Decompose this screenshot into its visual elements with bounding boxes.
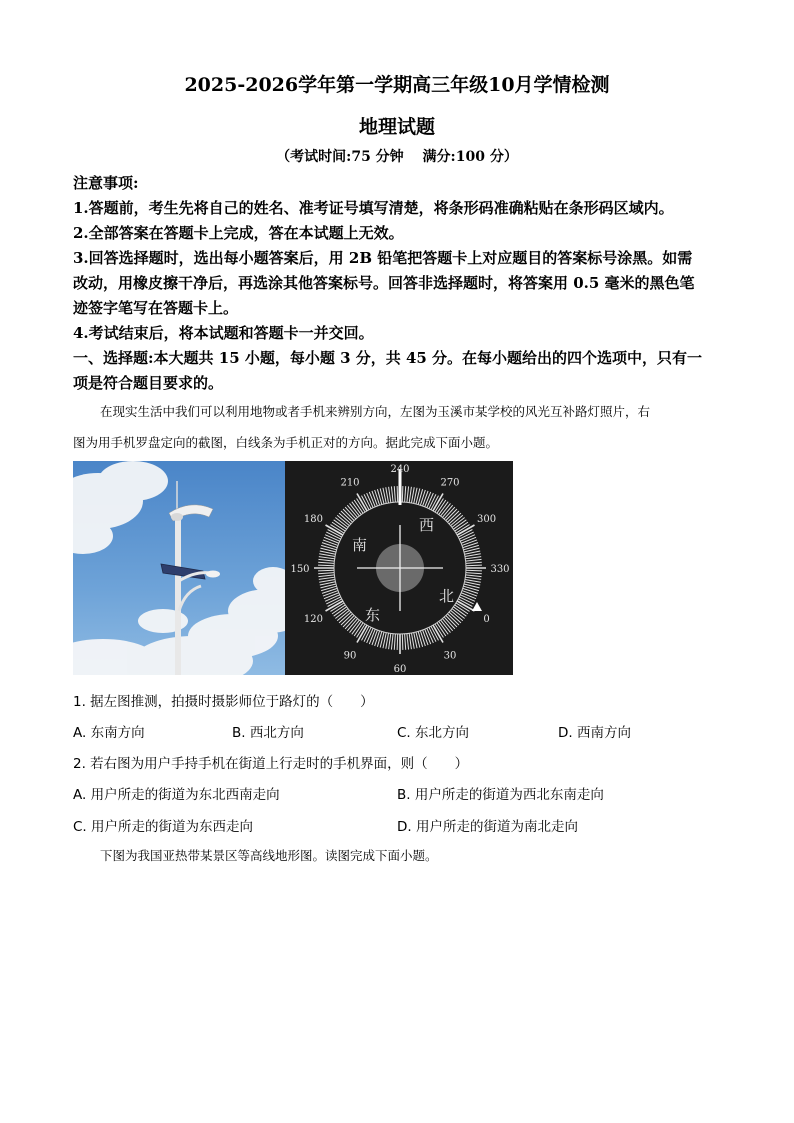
compass-tick — [402, 486, 403, 502]
compass-tick — [318, 575, 334, 577]
compass-tick — [389, 487, 391, 503]
compass-tick — [389, 633, 391, 649]
compass-tick — [372, 491, 377, 506]
compass-tick — [407, 486, 409, 502]
direction-west: 西 — [419, 516, 435, 534]
exam-info: （考试时间:75 分钟 满分:100 分） — [276, 149, 518, 165]
compass-tick — [409, 633, 411, 649]
compass-tick — [423, 491, 428, 506]
question-1-stem: 1. 据左图推测，拍摄时摄影师位于路灯的（ ） — [73, 694, 374, 710]
compass-tick — [394, 634, 395, 650]
degree-label-300: 300 — [477, 514, 497, 525]
phone-compass-screenshot — [285, 461, 513, 675]
compass-tick — [319, 577, 335, 579]
compass-tick — [466, 570, 482, 571]
compass-dial — [285, 461, 513, 675]
compass-tick — [318, 562, 334, 563]
compass-tick — [322, 588, 337, 593]
compass-tick — [466, 562, 482, 563]
question-2-option-d: D. 用户所走的街道为南北走向 — [397, 819, 578, 835]
compass-tick — [466, 565, 482, 566]
passage-1-line-2: 图为用手机罗盘定向的截图，白线条为手机正对的方向。据此完成下面小题。 — [73, 435, 499, 450]
question-1-option-a: A. 东南方向 — [73, 725, 145, 741]
compass-tick — [405, 486, 406, 502]
degree-label-120: 120 — [303, 614, 323, 625]
compass-tick — [323, 540, 338, 545]
compass-tick — [397, 634, 398, 650]
compass-tick — [319, 557, 335, 559]
compass-tick — [318, 570, 334, 571]
compass-tick — [372, 630, 377, 645]
compass-tick — [391, 634, 393, 650]
notice-item-2: 2.全部答案在答题卡上完成，答在本试题上无效。 — [73, 224, 404, 242]
section-1-instructions-line-2: 项是符合题目要求的。 — [73, 374, 224, 392]
compass-tick — [420, 631, 425, 646]
compass-tick — [397, 486, 398, 502]
notice-item-4: 4.考试结束后，将本试题和答题卡一并交回。 — [73, 324, 374, 342]
compass-tick — [402, 634, 403, 650]
compass-tick — [465, 557, 481, 559]
question-1-option-b: B. 西北方向 — [232, 725, 304, 741]
section-1-instructions-line-1: 一、选择题:本大题共 15 小题，每小题 3 分，共 45 分。在每小题给出的四个选项中，只有一 — [73, 349, 703, 367]
question-2-option-c: C. 用户所走的街道为东西走向 — [73, 819, 254, 835]
compass-tick — [405, 634, 406, 650]
question-1-option-c: C. 东北方向 — [397, 725, 470, 741]
notice-heading: 注意事项: — [73, 174, 139, 192]
compass-tick — [465, 577, 481, 579]
degree-label-330: 330 — [490, 564, 510, 575]
degree-label-90: 90 — [343, 650, 357, 662]
compass-tick — [409, 487, 411, 503]
compass-tick — [323, 591, 338, 596]
compass-tick — [420, 490, 425, 505]
direction-south: 南 — [352, 536, 368, 554]
compass-tick — [462, 540, 477, 545]
compass-tick — [466, 575, 482, 577]
compass-tick — [463, 543, 478, 548]
compass-tick — [466, 573, 482, 574]
degree-label-180: 180 — [303, 514, 323, 525]
subject-title: 地理试题 — [358, 116, 435, 138]
direction-north: 北 — [439, 587, 455, 605]
compass-tick — [375, 490, 380, 505]
compass-tick — [423, 630, 428, 645]
question-2-stem: 2. 若右图为用户手持手机在街道上行走时的手机界面，则（ ） — [73, 756, 469, 772]
direction-east: 东 — [365, 606, 381, 624]
compass-tick — [322, 543, 337, 548]
question-2-option-a: A. 用户所走的街道为东北西南走向 — [73, 787, 280, 803]
compass-tick — [318, 559, 334, 561]
degree-label-150: 150 — [290, 564, 310, 575]
degree-label-60: 60 — [393, 664, 407, 675]
notice-item-3-line-3: 迹签字笔写在答题卡上。 — [73, 299, 239, 317]
compass-tick — [466, 559, 482, 561]
notice-item-3-line-2: 改动，用橡皮擦干净后，再选涂其他答案标号。回答非选择题时，将答案用 0.5 毫米的黑色笔 — [73, 274, 695, 292]
compass-tick — [318, 573, 334, 574]
passage-1-line-1: 在现实生活中我们可以利用地物或者手机来辨别方向，左图为玉溪市某学校的风光互补路灯照片，右 — [100, 404, 651, 419]
compass-tick — [391, 486, 393, 502]
degree-label-30: 30 — [443, 650, 457, 662]
degree-label-240: 240 — [390, 464, 410, 475]
compass-tick — [394, 486, 395, 502]
compass-tick — [318, 565, 334, 566]
degree-label-210: 210 — [340, 477, 360, 489]
street-lamp-photo — [73, 461, 285, 675]
exam-title: 2025-2026学年第一学期高三年级10月学情检测 — [184, 74, 610, 96]
degree-label-0: 0 — [483, 614, 490, 625]
question-2-option-b: B. 用户所走的街道为西北东南走向 — [397, 787, 604, 803]
degree-label-270: 270 — [440, 477, 460, 489]
notice-item-3-line-1: 3.回答选择题时，选出每小题答案后，用 2B 铅笔把答题卡上对应题目的答案标号涂黑。如需 — [73, 249, 693, 267]
compass-tick — [463, 588, 478, 593]
compass-tick — [407, 634, 409, 650]
question-1-option-d: D. 西南方向 — [558, 725, 631, 741]
notice-item-1: 1.答题前，考生先将自己的姓名、准考证号填写清楚，将条形码准确粘贴在条形码区域内。 — [73, 199, 674, 217]
compass-tick — [375, 631, 380, 646]
passage-2-line-1: 下图为我国亚热带某景区等高线地形图。读图完成下面小题。 — [100, 848, 438, 863]
compass-tick — [462, 591, 477, 596]
